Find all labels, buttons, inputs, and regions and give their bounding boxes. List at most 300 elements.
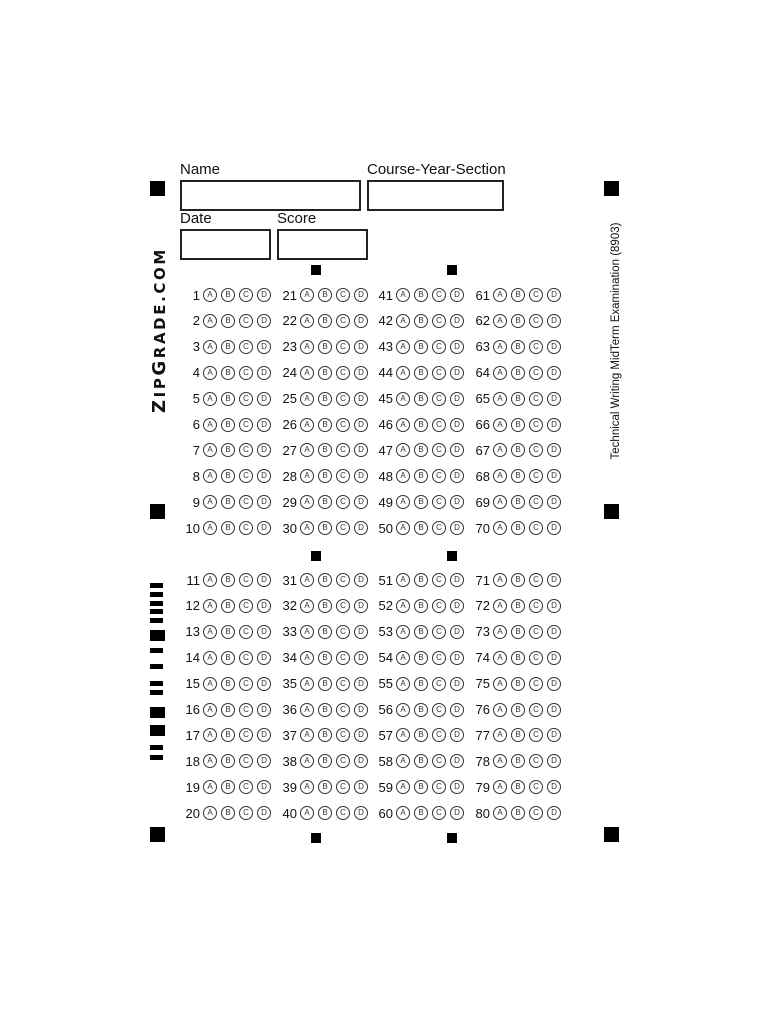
answer-bubble-c[interactable]: C [529,392,543,406]
answer-bubble-a[interactable]: A [300,392,314,406]
answer-bubble-d[interactable]: D [257,625,271,639]
answer-bubble-c[interactable]: C [239,780,253,794]
answer-bubble-a[interactable]: A [203,340,217,354]
answer-bubble-a[interactable]: A [493,392,507,406]
answer-bubble-b[interactable]: B [414,754,428,768]
answer-bubble-b[interactable]: B [511,469,525,483]
answer-bubble-a[interactable]: A [203,599,217,613]
answer-bubble-b[interactable]: B [318,754,332,768]
answer-bubble-a[interactable]: A [300,754,314,768]
answer-bubble-d[interactable]: D [547,392,561,406]
answer-bubble-a[interactable]: A [493,780,507,794]
answer-bubble-b[interactable]: B [221,366,235,380]
answer-bubble-a[interactable]: A [203,495,217,509]
answer-bubble-b[interactable]: B [414,780,428,794]
answer-bubble-a[interactable]: A [396,677,410,691]
answer-bubble-d[interactable]: D [354,780,368,794]
answer-bubble-a[interactable]: A [203,651,217,665]
answer-bubble-a[interactable]: A [300,780,314,794]
answer-bubble-d[interactable]: D [354,599,368,613]
answer-bubble-d[interactable]: D [354,340,368,354]
answer-bubble-a[interactable]: A [203,392,217,406]
answer-bubble-c[interactable]: C [432,599,446,613]
answer-bubble-a[interactable]: A [300,469,314,483]
answer-bubble-b[interactable]: B [414,573,428,587]
answer-bubble-b[interactable]: B [221,288,235,302]
answer-bubble-a[interactable]: A [203,806,217,820]
answer-bubble-a[interactable]: A [396,288,410,302]
answer-bubble-a[interactable]: A [396,366,410,380]
answer-bubble-b[interactable]: B [318,392,332,406]
answer-bubble-b[interactable]: B [221,728,235,742]
answer-bubble-c[interactable]: C [432,754,446,768]
answer-bubble-b[interactable]: B [221,625,235,639]
answer-bubble-a[interactable]: A [203,366,217,380]
answer-bubble-c[interactable]: C [239,573,253,587]
answer-bubble-c[interactable]: C [529,573,543,587]
answer-bubble-a[interactable]: A [493,418,507,432]
answer-bubble-a[interactable]: A [203,703,217,717]
answer-bubble-a[interactable]: A [300,495,314,509]
answer-bubble-c[interactable]: C [529,703,543,717]
answer-bubble-b[interactable]: B [318,495,332,509]
answer-bubble-c[interactable]: C [432,780,446,794]
answer-bubble-a[interactable]: A [396,754,410,768]
answer-bubble-c[interactable]: C [529,728,543,742]
answer-bubble-c[interactable]: C [239,340,253,354]
score-field[interactable] [277,229,368,260]
answer-bubble-d[interactable]: D [450,728,464,742]
answer-bubble-d[interactable]: D [354,521,368,535]
answer-bubble-c[interactable]: C [529,754,543,768]
answer-bubble-b[interactable]: B [221,469,235,483]
answer-bubble-c[interactable]: C [239,469,253,483]
answer-bubble-c[interactable]: C [239,418,253,432]
answer-bubble-c[interactable]: C [239,806,253,820]
answer-bubble-c[interactable]: C [432,728,446,742]
answer-bubble-b[interactable]: B [414,625,428,639]
answer-bubble-c[interactable]: C [432,340,446,354]
answer-bubble-a[interactable]: A [396,651,410,665]
answer-bubble-b[interactable]: B [414,599,428,613]
answer-bubble-d[interactable]: D [450,780,464,794]
answer-bubble-d[interactable]: D [450,340,464,354]
answer-bubble-c[interactable]: C [529,599,543,613]
answer-bubble-b[interactable]: B [511,806,525,820]
answer-bubble-c[interactable]: C [239,728,253,742]
answer-bubble-a[interactable]: A [203,780,217,794]
answer-bubble-a[interactable]: A [493,288,507,302]
answer-bubble-a[interactable]: A [396,806,410,820]
answer-bubble-b[interactable]: B [414,651,428,665]
answer-bubble-b[interactable]: B [511,651,525,665]
answer-bubble-d[interactable]: D [257,780,271,794]
answer-bubble-b[interactable]: B [318,573,332,587]
answer-bubble-c[interactable]: C [432,418,446,432]
answer-bubble-d[interactable]: D [354,651,368,665]
answer-bubble-c[interactable]: C [239,703,253,717]
answer-bubble-d[interactable]: D [450,806,464,820]
answer-bubble-a[interactable]: A [396,314,410,328]
answer-bubble-d[interactable]: D [547,469,561,483]
answer-bubble-b[interactable]: B [414,469,428,483]
answer-bubble-a[interactable]: A [300,340,314,354]
answer-bubble-a[interactable]: A [493,651,507,665]
answer-bubble-a[interactable]: A [300,288,314,302]
answer-bubble-d[interactable]: D [450,754,464,768]
answer-bubble-d[interactable]: D [547,443,561,457]
answer-bubble-d[interactable]: D [450,288,464,302]
answer-bubble-d[interactable]: D [450,521,464,535]
answer-bubble-a[interactable]: A [203,521,217,535]
answer-bubble-b[interactable]: B [414,703,428,717]
answer-bubble-c[interactable]: C [239,754,253,768]
answer-bubble-a[interactable]: A [300,599,314,613]
answer-bubble-a[interactable]: A [300,651,314,665]
answer-bubble-b[interactable]: B [221,754,235,768]
answer-bubble-b[interactable]: B [221,340,235,354]
answer-bubble-d[interactable]: D [354,314,368,328]
answer-bubble-a[interactable]: A [493,599,507,613]
answer-bubble-c[interactable]: C [239,443,253,457]
answer-bubble-c[interactable]: C [336,314,350,328]
answer-bubble-b[interactable]: B [414,392,428,406]
answer-bubble-d[interactable]: D [354,573,368,587]
answer-bubble-a[interactable]: A [493,521,507,535]
answer-bubble-b[interactable]: B [414,314,428,328]
answer-bubble-c[interactable]: C [432,495,446,509]
answer-bubble-d[interactable]: D [257,418,271,432]
answer-bubble-d[interactable]: D [547,573,561,587]
answer-bubble-a[interactable]: A [493,728,507,742]
answer-bubble-d[interactable]: D [450,366,464,380]
answer-bubble-b[interactable]: B [221,314,235,328]
answer-bubble-a[interactable]: A [493,495,507,509]
answer-bubble-a[interactable]: A [493,703,507,717]
answer-bubble-b[interactable]: B [318,340,332,354]
answer-bubble-c[interactable]: C [432,392,446,406]
answer-bubble-b[interactable]: B [318,366,332,380]
answer-bubble-a[interactable]: A [300,443,314,457]
answer-bubble-a[interactable]: A [300,677,314,691]
answer-bubble-b[interactable]: B [318,443,332,457]
answer-bubble-c[interactable]: C [336,521,350,535]
answer-bubble-d[interactable]: D [450,651,464,665]
answer-bubble-b[interactable]: B [511,288,525,302]
answer-bubble-a[interactable]: A [203,754,217,768]
answer-bubble-d[interactable]: D [354,392,368,406]
answer-bubble-b[interactable]: B [511,754,525,768]
answer-bubble-c[interactable]: C [239,288,253,302]
answer-bubble-c[interactable]: C [336,651,350,665]
answer-bubble-d[interactable]: D [547,780,561,794]
answer-bubble-d[interactable]: D [354,754,368,768]
answer-bubble-b[interactable]: B [318,469,332,483]
answer-bubble-d[interactable]: D [450,573,464,587]
answer-bubble-b[interactable]: B [221,392,235,406]
answer-bubble-a[interactable]: A [396,703,410,717]
answer-bubble-a[interactable]: A [493,573,507,587]
answer-bubble-d[interactable]: D [354,625,368,639]
answer-bubble-d[interactable]: D [450,392,464,406]
answer-bubble-c[interactable]: C [239,314,253,328]
answer-bubble-c[interactable]: C [336,754,350,768]
answer-bubble-b[interactable]: B [511,625,525,639]
answer-bubble-b[interactable]: B [318,677,332,691]
answer-bubble-d[interactable]: D [257,288,271,302]
answer-bubble-c[interactable]: C [432,521,446,535]
answer-bubble-c[interactable]: C [336,573,350,587]
answer-bubble-c[interactable]: C [529,314,543,328]
answer-bubble-c[interactable]: C [529,521,543,535]
answer-bubble-a[interactable]: A [203,677,217,691]
answer-bubble-c[interactable]: C [432,651,446,665]
answer-bubble-b[interactable]: B [221,677,235,691]
name-field[interactable] [180,180,361,211]
answer-bubble-a[interactable]: A [300,366,314,380]
answer-bubble-a[interactable]: A [203,573,217,587]
answer-bubble-d[interactable]: D [547,314,561,328]
answer-bubble-b[interactable]: B [511,573,525,587]
answer-bubble-a[interactable]: A [203,418,217,432]
answer-bubble-c[interactable]: C [239,599,253,613]
answer-bubble-d[interactable]: D [257,314,271,328]
answer-bubble-d[interactable]: D [450,599,464,613]
answer-bubble-d[interactable]: D [257,521,271,535]
answer-bubble-d[interactable]: D [450,443,464,457]
answer-bubble-d[interactable]: D [547,599,561,613]
answer-bubble-d[interactable]: D [450,469,464,483]
answer-bubble-d[interactable]: D [257,806,271,820]
answer-bubble-b[interactable]: B [414,677,428,691]
answer-bubble-a[interactable]: A [203,443,217,457]
answer-bubble-c[interactable]: C [336,340,350,354]
answer-bubble-d[interactable]: D [547,728,561,742]
answer-bubble-c[interactable]: C [432,573,446,587]
answer-bubble-d[interactable]: D [257,366,271,380]
answer-bubble-d[interactable]: D [354,443,368,457]
answer-bubble-b[interactable]: B [511,366,525,380]
answer-bubble-b[interactable]: B [221,495,235,509]
answer-bubble-d[interactable]: D [450,314,464,328]
answer-bubble-c[interactable]: C [529,469,543,483]
answer-bubble-a[interactable]: A [300,703,314,717]
answer-bubble-a[interactable]: A [300,625,314,639]
answer-bubble-c[interactable]: C [336,780,350,794]
answer-bubble-b[interactable]: B [414,806,428,820]
answer-bubble-b[interactable]: B [414,495,428,509]
answer-bubble-d[interactable]: D [450,495,464,509]
answer-bubble-c[interactable]: C [336,728,350,742]
answer-bubble-d[interactable]: D [450,703,464,717]
answer-bubble-d[interactable]: D [354,288,368,302]
answer-bubble-c[interactable]: C [239,521,253,535]
answer-bubble-d[interactable]: D [257,495,271,509]
answer-bubble-a[interactable]: A [203,625,217,639]
answer-bubble-d[interactable]: D [547,677,561,691]
answer-bubble-c[interactable]: C [529,677,543,691]
answer-bubble-c[interactable]: C [336,392,350,406]
answer-bubble-c[interactable]: C [529,418,543,432]
answer-bubble-b[interactable]: B [221,703,235,717]
answer-bubble-a[interactable]: A [203,469,217,483]
answer-bubble-b[interactable]: B [318,599,332,613]
answer-bubble-b[interactable]: B [221,521,235,535]
answer-bubble-c[interactable]: C [336,366,350,380]
answer-bubble-d[interactable]: D [257,651,271,665]
answer-bubble-c[interactable]: C [336,806,350,820]
answer-bubble-d[interactable]: D [257,340,271,354]
answer-bubble-a[interactable]: A [396,728,410,742]
answer-bubble-b[interactable]: B [414,418,428,432]
answer-bubble-a[interactable]: A [493,625,507,639]
answer-bubble-a[interactable]: A [396,469,410,483]
answer-bubble-b[interactable]: B [318,625,332,639]
date-field[interactable] [180,229,271,260]
answer-bubble-d[interactable]: D [547,495,561,509]
answer-bubble-a[interactable]: A [300,314,314,328]
answer-bubble-c[interactable]: C [336,495,350,509]
answer-bubble-b[interactable]: B [221,443,235,457]
answer-bubble-d[interactable]: D [547,703,561,717]
answer-bubble-b[interactable]: B [511,392,525,406]
answer-bubble-d[interactable]: D [257,469,271,483]
answer-bubble-d[interactable]: D [257,573,271,587]
answer-bubble-d[interactable]: D [450,625,464,639]
answer-bubble-b[interactable]: B [511,314,525,328]
answer-bubble-b[interactable]: B [511,780,525,794]
answer-bubble-b[interactable]: B [414,728,428,742]
answer-bubble-a[interactable]: A [493,806,507,820]
answer-bubble-b[interactable]: B [511,677,525,691]
answer-bubble-a[interactable]: A [300,806,314,820]
answer-bubble-b[interactable]: B [511,443,525,457]
answer-bubble-b[interactable]: B [414,288,428,302]
answer-bubble-a[interactable]: A [396,599,410,613]
answer-bubble-b[interactable]: B [318,728,332,742]
answer-bubble-a[interactable]: A [396,392,410,406]
answer-bubble-b[interactable]: B [511,495,525,509]
answer-bubble-a[interactable]: A [493,366,507,380]
answer-bubble-b[interactable]: B [318,288,332,302]
answer-bubble-a[interactable]: A [493,754,507,768]
answer-bubble-a[interactable]: A [396,443,410,457]
answer-bubble-a[interactable]: A [493,677,507,691]
answer-bubble-c[interactable]: C [336,703,350,717]
answer-bubble-b[interactable]: B [221,780,235,794]
answer-bubble-d[interactable]: D [547,754,561,768]
answer-bubble-c[interactable]: C [432,806,446,820]
answer-bubble-b[interactable]: B [318,703,332,717]
answer-bubble-c[interactable]: C [529,625,543,639]
answer-bubble-c[interactable]: C [432,469,446,483]
answer-bubble-a[interactable]: A [396,340,410,354]
answer-bubble-b[interactable]: B [511,599,525,613]
answer-bubble-c[interactable]: C [239,651,253,665]
answer-bubble-c[interactable]: C [529,495,543,509]
answer-bubble-b[interactable]: B [318,521,332,535]
answer-bubble-a[interactable]: A [493,340,507,354]
answer-bubble-a[interactable]: A [300,573,314,587]
answer-bubble-a[interactable]: A [300,728,314,742]
answer-bubble-c[interactable]: C [336,443,350,457]
answer-bubble-d[interactable]: D [257,443,271,457]
answer-bubble-a[interactable]: A [203,314,217,328]
answer-bubble-d[interactable]: D [257,754,271,768]
answer-bubble-b[interactable]: B [318,651,332,665]
answer-bubble-d[interactable]: D [257,728,271,742]
answer-bubble-d[interactable]: D [354,677,368,691]
answer-bubble-d[interactable]: D [547,806,561,820]
answer-bubble-a[interactable]: A [396,521,410,535]
answer-bubble-c[interactable]: C [336,625,350,639]
answer-bubble-b[interactable]: B [221,806,235,820]
answer-bubble-c[interactable]: C [432,443,446,457]
answer-bubble-c[interactable]: C [529,366,543,380]
answer-bubble-d[interactable]: D [354,703,368,717]
answer-bubble-c[interactable]: C [336,418,350,432]
answer-bubble-d[interactable]: D [547,366,561,380]
answer-bubble-d[interactable]: D [547,418,561,432]
answer-bubble-d[interactable]: D [257,703,271,717]
answer-bubble-b[interactable]: B [221,599,235,613]
answer-bubble-b[interactable]: B [221,573,235,587]
answer-bubble-b[interactable]: B [414,340,428,354]
answer-bubble-d[interactable]: D [547,521,561,535]
answer-bubble-d[interactable]: D [547,340,561,354]
answer-bubble-c[interactable]: C [529,651,543,665]
answer-bubble-c[interactable]: C [432,314,446,328]
answer-bubble-c[interactable]: C [336,677,350,691]
answer-bubble-d[interactable]: D [354,469,368,483]
answer-bubble-d[interactable]: D [257,599,271,613]
answer-bubble-c[interactable]: C [336,288,350,302]
answer-bubble-b[interactable]: B [414,443,428,457]
answer-bubble-c[interactable]: C [239,495,253,509]
answer-bubble-d[interactable]: D [354,418,368,432]
answer-bubble-c[interactable]: C [239,392,253,406]
course-year-section-field[interactable] [367,180,504,211]
answer-bubble-a[interactable]: A [493,469,507,483]
answer-bubble-b[interactable]: B [318,780,332,794]
answer-bubble-d[interactable]: D [354,728,368,742]
answer-bubble-a[interactable]: A [396,573,410,587]
answer-bubble-d[interactable]: D [547,288,561,302]
answer-bubble-c[interactable]: C [432,625,446,639]
answer-bubble-c[interactable]: C [529,340,543,354]
answer-bubble-b[interactable]: B [414,521,428,535]
answer-bubble-d[interactable]: D [450,418,464,432]
answer-bubble-d[interactable]: D [354,806,368,820]
answer-bubble-d[interactable]: D [354,495,368,509]
answer-bubble-d[interactable]: D [547,625,561,639]
answer-bubble-b[interactable]: B [318,418,332,432]
answer-bubble-c[interactable]: C [529,288,543,302]
answer-bubble-a[interactable]: A [300,521,314,535]
answer-bubble-c[interactable]: C [529,806,543,820]
answer-bubble-b[interactable]: B [318,314,332,328]
answer-bubble-b[interactable]: B [511,521,525,535]
answer-bubble-b[interactable]: B [414,366,428,380]
answer-bubble-c[interactable]: C [239,625,253,639]
answer-bubble-c[interactable]: C [432,703,446,717]
answer-bubble-a[interactable]: A [300,418,314,432]
answer-bubble-b[interactable]: B [221,651,235,665]
answer-bubble-a[interactable]: A [396,418,410,432]
answer-bubble-c[interactable]: C [529,780,543,794]
answer-bubble-d[interactable]: D [257,392,271,406]
answer-bubble-b[interactable]: B [511,340,525,354]
